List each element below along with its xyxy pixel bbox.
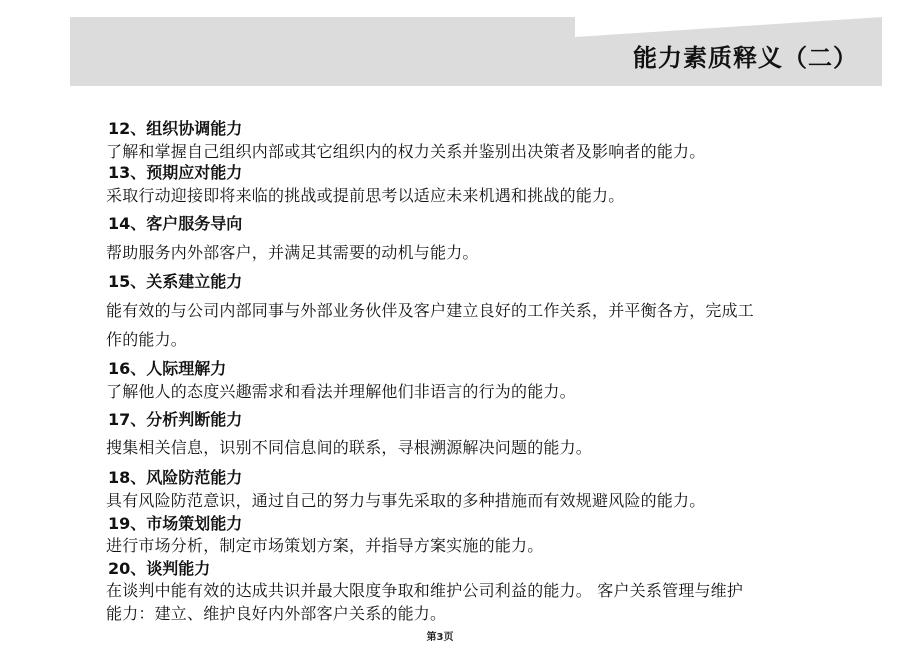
- item-desc-20-line1: 在谈判中能有效的达成共识并最大限度争取和维护公司利益的能力。 客户关系管理与维护: [106, 581, 744, 600]
- item-title-15: 15、关系建立能力: [108, 272, 243, 291]
- page-title: 能力素质释义（二）: [633, 44, 858, 72]
- item-desc-16: 了解他人的态度兴趣需求和看法并理解他们非语言的行为的能力。: [106, 382, 576, 401]
- item-desc-15-line2: 作的能力。: [106, 330, 188, 349]
- item-desc-15-line1: 能有效的与公司内部同事与外部业务伙伴及客户建立良好的工作关系，并平衡各方，完成工: [106, 301, 755, 320]
- item-desc-12: 了解和掌握自己组织内部或其它组织内的权力关系并鉴别出决策者及影响者的能力。: [106, 142, 706, 161]
- item-title-12: 12、组织协调能力: [108, 119, 243, 138]
- page-number: 第3页: [426, 632, 454, 643]
- item-title-18: 18、风险防范能力: [108, 468, 243, 487]
- item-desc-14: 帮助服务内外部客户，并满足其需要的动机与能力。: [106, 243, 479, 262]
- item-title-13: 13、预期应对能力: [108, 163, 243, 182]
- item-desc-17: 搜集相关信息，识别不同信息间的联系，寻根溯源解决问题的能力。: [106, 438, 593, 457]
- item-title-17: 17、分析判断能力: [108, 410, 243, 429]
- item-desc-19: 进行市场分析，制定市场策划方案，并指导方案实施的能力。: [106, 536, 544, 555]
- item-desc-18: 具有风险防范意识，通过自己的努力与事先采取的多种措施而有效规避风险的能力。: [106, 491, 706, 510]
- item-title-20: 20、谈判能力: [108, 559, 211, 578]
- item-title-14: 14、客户服务导向: [108, 214, 243, 233]
- item-desc-13: 采取行动迎接即将来临的挑战或提前思考以适应未来机遇和挑战的能力。: [106, 186, 625, 205]
- item-desc-20-line2: 能力：建立、维护良好内外部客户关系的能力。: [106, 604, 447, 623]
- item-title-16: 16、人际理解力: [108, 359, 227, 378]
- header-band-corner: [575, 17, 882, 37]
- item-title-19: 19、市场策划能力: [108, 514, 243, 533]
